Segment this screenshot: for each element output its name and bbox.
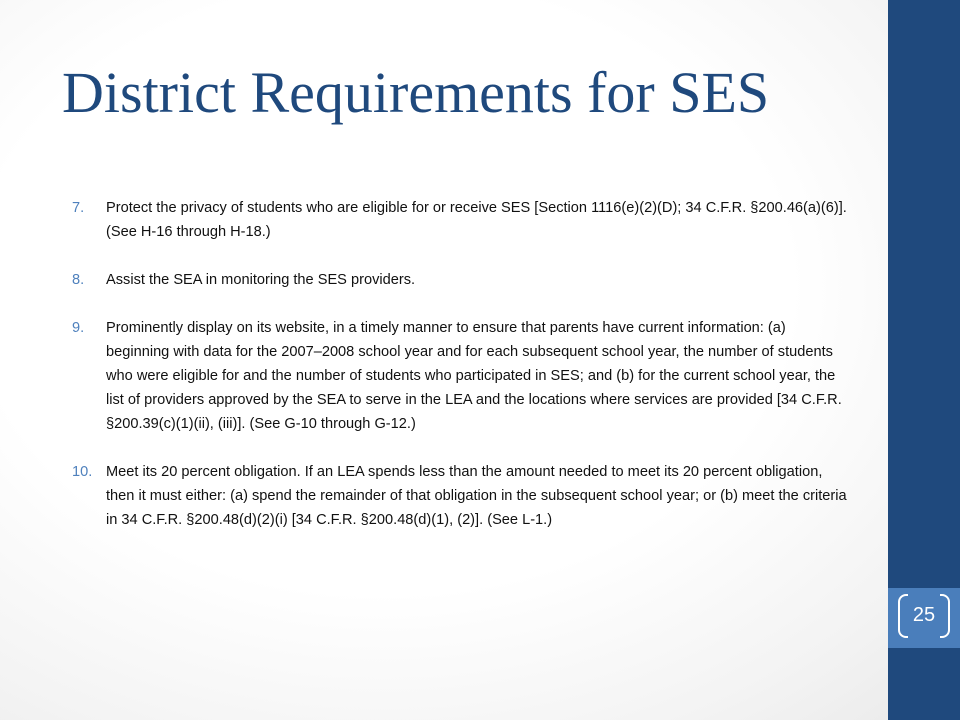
item-number: 7. [72, 200, 85, 216]
item-number: 10. [72, 464, 93, 480]
list-item [68, 316, 852, 436]
list-item [68, 268, 852, 292]
list-item [68, 460, 852, 532]
requirements-list [68, 196, 852, 556]
slide-title: District Requirements for SES [62, 60, 770, 125]
item-number: 9. [72, 320, 85, 336]
item-text: Meet its 20 percent obligation. If an LEA spends less than the amount needed to meet its 20 percent obligation, then it must either: (a) spend the remainder of that obligation in the subsequent school year; or (b) meet the criteria in 34 C.F.R. §200.48(d)(2)(i) [34 C.F.R. §200.48(d)(1), (2)]. (See L-1.) [106, 464, 847, 528]
list-item [68, 196, 852, 244]
item-text: Prominently display on its website, in a timely manner to ensure that parents have current information: (a) beginning with data for the 2007–2008 school year and for each subsequent school year, the number of students who were eligible for and the number of students who participated in SES; and (b) for the current school year, the list of providers approved by the SEA to serve in the LEA and the locations where services are provided [34 C.F.R. §200.39(c)(1)(ii), (iii)]. (See G-10 through G-12.) [106, 320, 842, 432]
item-text: Protect the privacy of students who are eligible for or receive SES [Section 1116(e)(2)(D); 34 C.F.R. §200.46(a)(6)]. (See H-16 through H-18.) [106, 200, 847, 240]
item-text: Assist the SEA in monitoring the SES providers. [106, 272, 416, 288]
item-number: 8. [72, 272, 85, 288]
page-number: 25 [912, 604, 936, 626]
